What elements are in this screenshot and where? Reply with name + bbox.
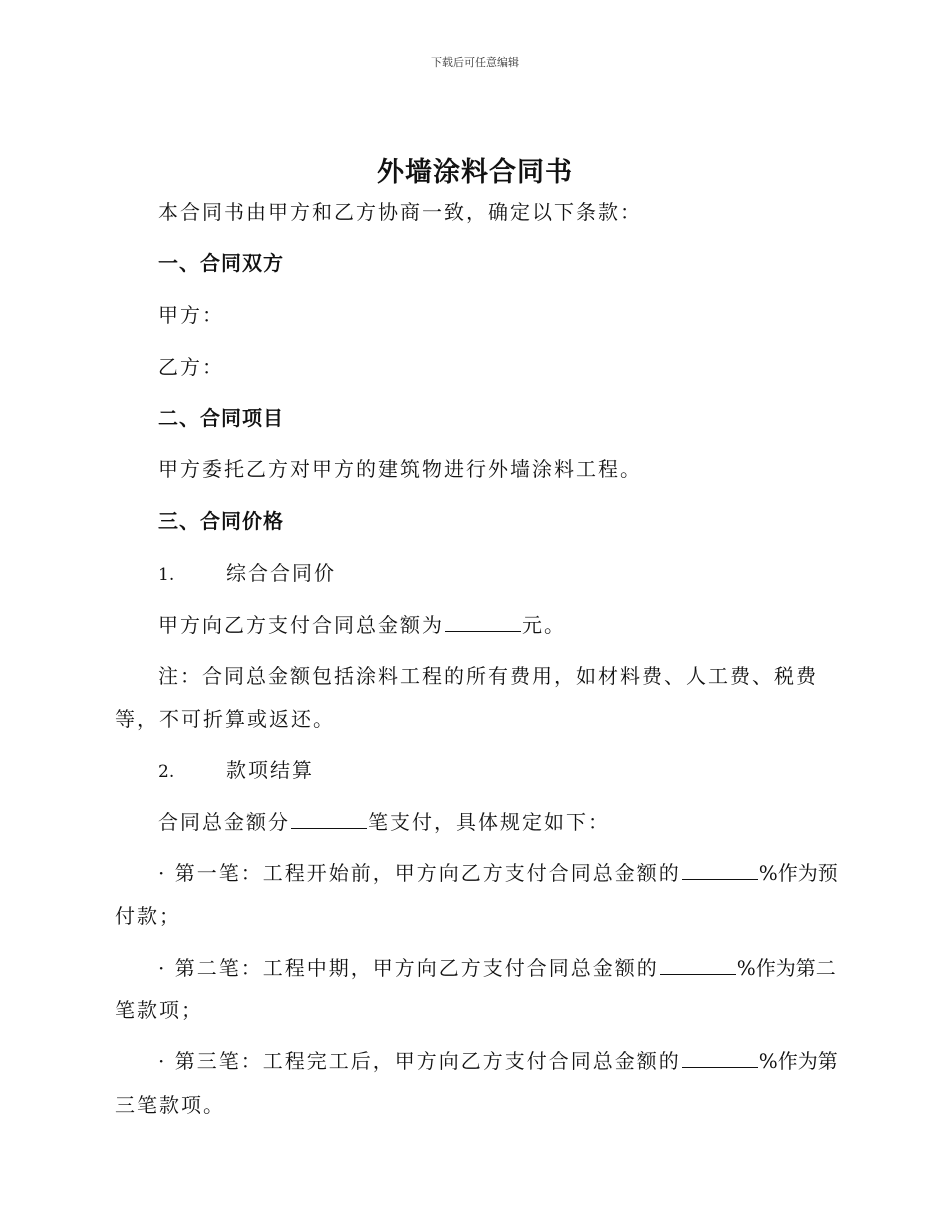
payment1-percent-blank[interactable] bbox=[682, 861, 758, 880]
payment1-text-after: %作为预 bbox=[758, 861, 838, 885]
payment3-text-before: · 第三笔：工程完工后，甲方向乙方支付合同总金额的 bbox=[158, 1049, 681, 1073]
installment-text-before: 合同总金额分 bbox=[158, 810, 290, 834]
item1-title: 综合合同价 bbox=[226, 561, 336, 585]
payment1-text-before: · 第一笔：工程开始前，甲方向乙方支付合同总金额的 bbox=[158, 861, 681, 885]
note-line-2: 等，不可折算或返还。 bbox=[115, 707, 335, 731]
item2-heading bbox=[158, 757, 314, 785]
party-a-label: 甲方： bbox=[158, 303, 224, 327]
project-description: 甲方委托乙方对甲方的建筑物进行外墙涂料工程。 bbox=[158, 457, 642, 481]
item1-heading bbox=[158, 560, 336, 588]
item1-number: 1. bbox=[158, 565, 175, 585]
header-note: 下载后可任意编辑 bbox=[431, 56, 519, 69]
installment-text-after: 笔支付，具体规定如下： bbox=[368, 810, 610, 834]
payment2-text-after: %作为第二 bbox=[736, 956, 836, 980]
note-line-1: 注：合同总金额包括涂料工程的所有费用，如材料费、人工费、税费 bbox=[158, 664, 818, 688]
total-amount-text-after: 元。 bbox=[522, 613, 566, 637]
item2-title: 款项结算 bbox=[226, 758, 314, 782]
document-title: 外墙涂料合同书 bbox=[377, 157, 573, 188]
intro-paragraph: 本合同书由甲方和乙方协商一致，确定以下条款： bbox=[158, 200, 642, 224]
party-b-label: 乙方： bbox=[158, 355, 224, 379]
payment3-text-after: %作为第 bbox=[758, 1049, 838, 1073]
payment1-line bbox=[158, 860, 838, 886]
payment2-line bbox=[158, 955, 836, 981]
total-amount-line bbox=[158, 612, 566, 638]
section-heading-project: 二、合同项目 bbox=[158, 406, 284, 430]
payment2-text-before: · 第二笔：工程中期，甲方向乙方支付合同总金额的 bbox=[158, 956, 659, 980]
payment1-continuation: 付款； bbox=[115, 904, 181, 928]
payment2-percent-blank[interactable] bbox=[660, 956, 736, 975]
payment3-continuation: 三笔款项。 bbox=[115, 1093, 225, 1117]
section-heading-parties: 一、合同双方 bbox=[158, 251, 284, 275]
section-heading-price: 三、合同价格 bbox=[158, 509, 284, 533]
item2-number: 2. bbox=[158, 762, 175, 782]
installment-count-line bbox=[158, 809, 610, 835]
total-amount-blank[interactable] bbox=[445, 613, 521, 632]
payment2-continuation: 笔款项； bbox=[115, 998, 203, 1022]
total-amount-text-before: 甲方向乙方支付合同总金额为 bbox=[158, 613, 444, 637]
installment-count-blank[interactable] bbox=[291, 810, 367, 829]
payment3-line bbox=[158, 1048, 838, 1074]
payment3-percent-blank[interactable] bbox=[682, 1049, 758, 1068]
